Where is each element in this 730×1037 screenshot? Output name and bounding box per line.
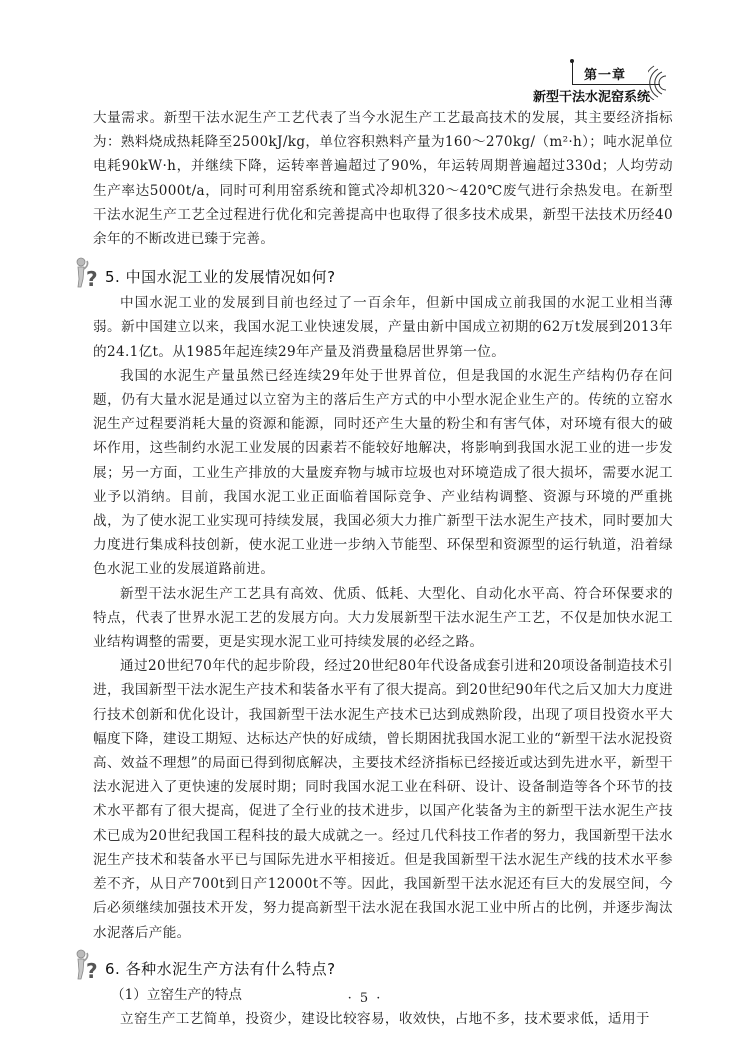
paragraph: 我国的水泥生产量虽然已经连续29年处于世界首位，但是我国的水泥生产结构仍存在问题，仍有大量水泥是通过以立窑为主的落后生产方式的中小型水泥企业生产的。传统的立窑水泥生产过程要消耗大量的资源和能源，同时还产生大量的粉尘和有害气体，对环境有很大的破坏作用，这些制约水泥工业发展的因素若不能较好地解决，将影响到我国水泥工业的进一步发展；另一方面，工业生产排放的大量废弃物与城市垃圾也对环境造成了很大损坏，需要水泥工业予以消纳。目前，我国水泥工业正面临着国际竞争、产业结构调整、资源与环境的严重挑战，为了使水泥工业实现可持续发展，我国必须大力推广新型干法水泥生产技术，同时要加大力度进行集成科技创新，使水泥工业进一步纳入节能型、环保型和资源型的运行轨道，沿着绿色水泥工业的发展道路前进。	[93, 367, 673, 578]
chapter-title: 新型干法水泥窑系统	[532, 90, 650, 105]
svg-text:?: ?	[86, 958, 98, 981]
paragraph: 中国水泥工业的发展到目前也经过了一百余年，但新中国成立前我国的水泥工业相当薄弱。新中国建立以来，我国水泥工业快速发展，产量由新中国成立初期的62万t发展到2013年的24.1亿t。从1985年起连续29年产量及消费量稳居世界第一位。	[93, 295, 673, 360]
section-heading-5	[86, 261, 673, 291]
paragraph: 立窑生产工艺简单，投资少，建设比较容易，收效快，占地不多，技术要求低，适用于	[120, 1010, 650, 1027]
thinking-person-question-icon	[73, 949, 99, 981]
section-heading-6	[86, 953, 673, 983]
concentric-arcs-icon	[648, 64, 684, 100]
section-title: 5. 中国水泥工业的发展情况如何?	[105, 268, 336, 287]
paragraph: 新型干法水泥生产工艺具有高效、优质、低耗、大型化、自动化水平高、符合环保要求的特点，代表了世界水泥工艺的发展方向。大力发展新型干法水泥生产工艺，不仅是加快水泥工业结构调整的需要，更是实现水泥工业可持续发展的必经之路。	[93, 585, 673, 651]
header-horizontal-rule	[572, 84, 660, 85]
paragraph: 大量需求。新型干法水泥生产工艺代表了当今水泥生产工艺最高技术的发展，其主要经济指标为：熟料烧成热耗降至2500kJ/kg，单位容积熟料产量为160～270kg/（m²·h）；吨水泥单位电耗90kW·h，并继续下降，运转率普遍超过了90%，年运转周期普遍超过330d；人均劳动生产率达5000t/a，同时可利用窑系统和篦式冷却机320～420℃废气进行余热发电。在新型干法水泥生产工艺全过程进行优化和完善提高中也取得了很多技术成果，新型干法技术历经40余年的不断改进已臻于完善。	[93, 110, 673, 248]
section-title: 6. 各种水泥生产方法有什么特点?	[105, 959, 336, 978]
page-number: · 5 ·	[347, 991, 383, 1006]
subsection-heading: （1）立窑生产的特点	[111, 986, 242, 1003]
paragraph: 通过20世纪70年代的起步阶段，经过20世纪80年代设备成套引进和20项设备制造技术引进，我国新型干法水泥生产技术和装备水平有了很大提高。到20世纪90年代之后又加大力度进行技术创新和优化设计，我国新型干法水泥生产技术已达到成熟阶段，出现了项目投资水平大幅度下降，建设工期短、达标达产快的好成绩，曾长期困扰我国水泥工业的“新型干法水泥投资高、效益不理想”的局面已得到彻底解决，主要技术经济指标已经接近或达到先进水平，新型干法水泥进入了更快速的发展时期；同时我国水泥工业在科研、设计、设备制造等各个环节的技术水平都有了很大提高，促进了全行业的技术进步，以国产化装备为主的新型干法水泥生产技术已成为20世纪我国工程科技的最大成就之一。经过几代科技工作者的努力，我国新型干法水泥生产技术和装备水平已与国际先进水平相接近。但是我国新型干法水泥生产线的技术水平参差不齐，从日产700t到日产12000t不等。因此，我国新型干法水泥还有巨大的发展空间，今后必须继续加强技术开发，努力提高新型干法水泥在我国水泥工业中所占的比例，并逐步淘汰水泥落后产能。	[93, 658, 673, 941]
svg-text:?: ?	[86, 267, 98, 290]
page-content	[86, 106, 673, 1031]
header-vertical-rule	[572, 62, 573, 84]
chapter-label: 第一章	[584, 68, 627, 83]
running-header	[480, 56, 680, 105]
thinking-person-question-icon	[73, 257, 99, 289]
